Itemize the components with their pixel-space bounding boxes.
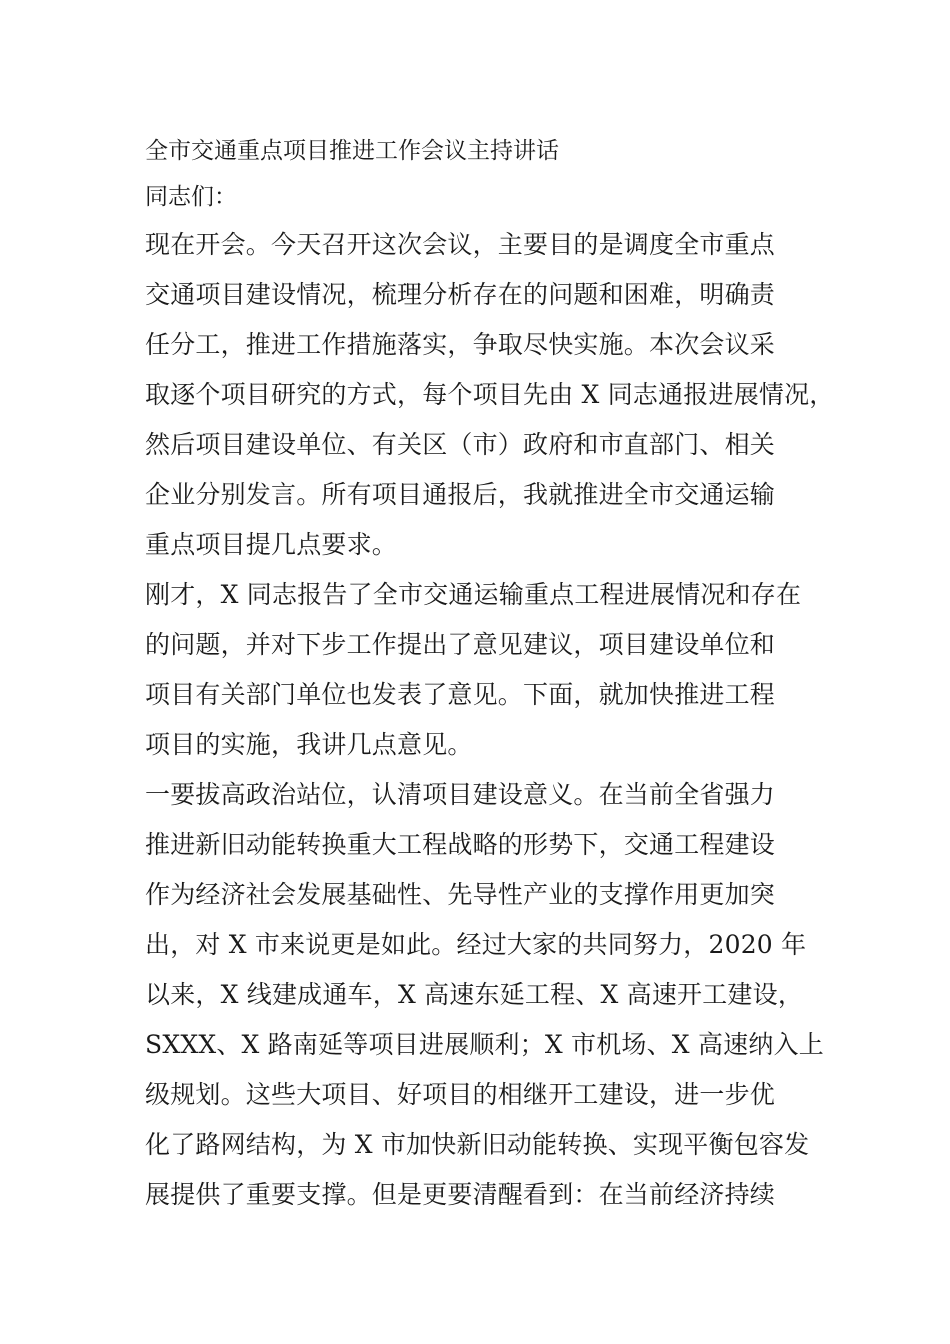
text-line: 级规划。这些大项目、好项目的相继开工建设，进一步优: [145, 1080, 776, 1109]
text-line: 出，对 X 市来说更是如此。经过大家的共同努力，2020 年: [145, 930, 807, 959]
text-line: 的问题，并对下步工作提出了意见建议，项目建设单位和: [145, 630, 776, 659]
text-line: 企业分别发言。所有项目通报后，我就推进全市交通运输: [145, 480, 776, 509]
text-line: 推进新旧动能转换重大工程战略的形势下，交通工程建设: [145, 830, 776, 859]
text-line: 任分工，推进工作措施落实，争取尽快实施。本次会议采: [145, 330, 776, 359]
paragraph-point-one: [145, 770, 825, 1220]
text-line: 以来，X 线建成通车，X 高速东延工程、X 高速开工建设，: [145, 980, 804, 1009]
document-page: [145, 128, 835, 1220]
text-line: 重点项目提几点要求。: [145, 530, 398, 559]
document-title: 全市交通重点项目推进工作会议主持讲话: [145, 138, 559, 164]
text-line: 展提供了重要支撑。但是更要清醒看到：在当前经济持续: [145, 1180, 776, 1209]
greeting: 同志们：: [145, 184, 237, 210]
text-line: 然后项目建设单位、有关区（市）政府和市直部门、相关: [145, 430, 776, 459]
paragraph-summary: [145, 570, 825, 770]
text-line: 现在开会。今天召开这次会议，主要目的是调度全市重点: [145, 230, 776, 259]
paragraph-opening: [145, 220, 835, 570]
text-line: 刚才，X 同志报告了全市交通运输重点工程进展情况和存在: [145, 580, 802, 609]
text-line: 项目的实施，我讲几点意见。: [145, 730, 473, 759]
text-line: SXXX、X 路南延等项目进展顺利；X 市机场、X 高速纳入上: [145, 1030, 824, 1059]
text-line: 作为经济社会发展基础性、先导性产业的支撑作用更加突: [145, 880, 776, 909]
text-line: 化了路网结构，为 X 市加快新旧动能转换、实现平衡包容发: [145, 1130, 810, 1159]
text-line: 一要拔高政治站位，认清项目建设意义。在当前全省强力: [145, 780, 776, 809]
text-line: 项目有关部门单位也发表了意见。下面，就加快推进工程: [145, 680, 776, 709]
text-line: 交通项目建设情况，梳理分析存在的问题和困难，明确责: [145, 280, 776, 309]
text-line: 取逐个项目研究的方式，每个项目先由 X 同志通报进展情况，: [145, 380, 835, 409]
